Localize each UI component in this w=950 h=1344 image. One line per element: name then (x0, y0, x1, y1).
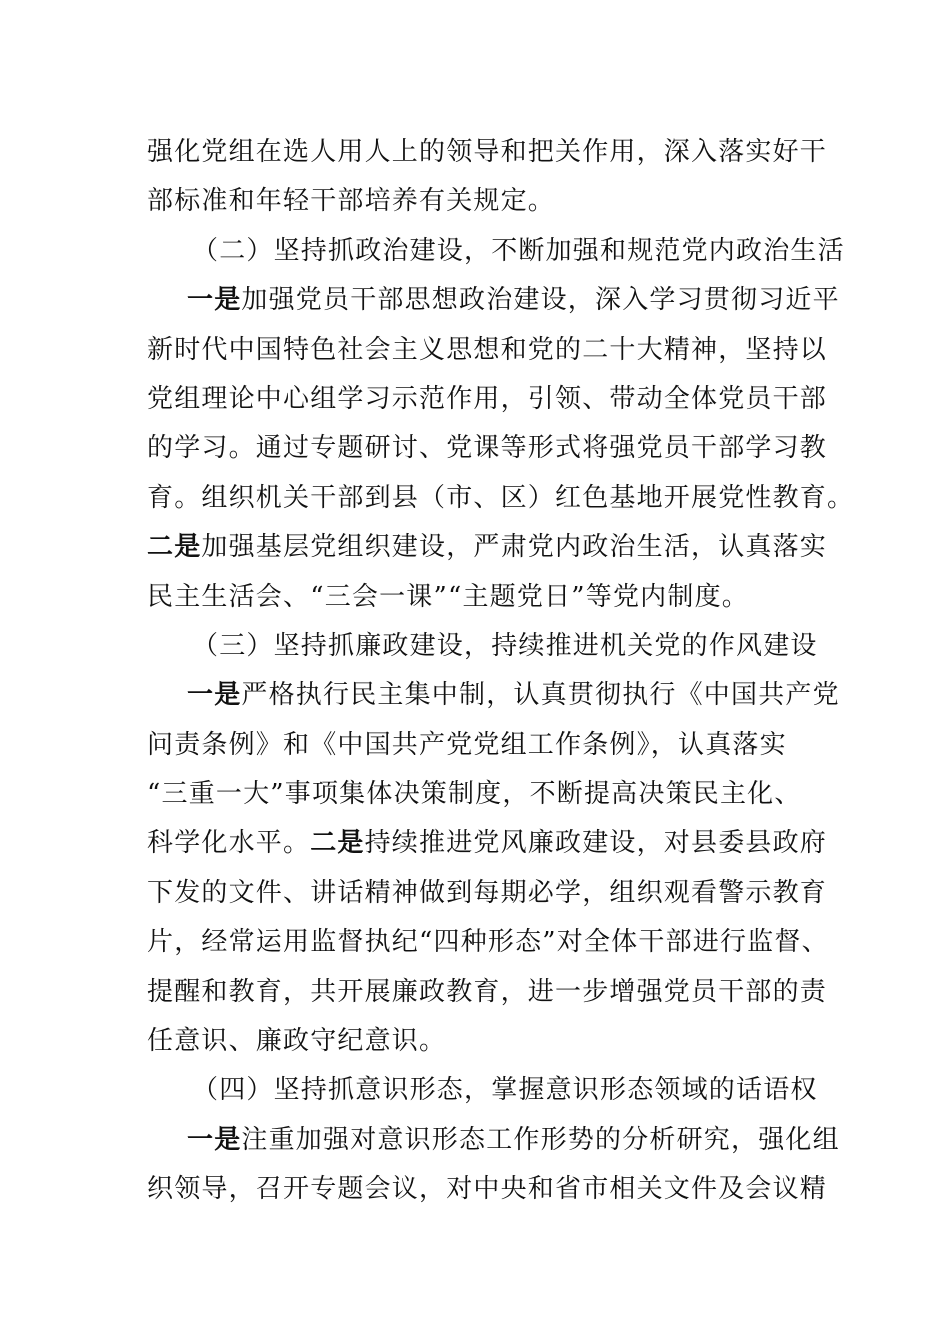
text-line (147, 276, 840, 325)
text-segment: 注重加强对意识形态工作形势的分析研究，强化组 (241, 1124, 840, 1155)
text-segment: 问责条例》和《中国共产党党组工作条例》，认真落实 (147, 729, 787, 760)
text-line (147, 721, 807, 770)
text-segment: 科学化水平。 (147, 828, 311, 859)
text-segment: 任意识、廉政守纪意识。 (147, 1026, 447, 1057)
text-segment: 持续推进党风廉政建设，对县委县政府 (364, 828, 828, 859)
text-segment: 加强基层党组织建设，严肃党内政治生活，认真落实 (201, 532, 828, 563)
text-line (147, 326, 828, 375)
bold-marker: 一是 (187, 285, 242, 316)
text-line (147, 424, 828, 473)
text-segment: 下发的文件、讲话精神做到每期必学，组织观看警示教育 (147, 877, 828, 908)
text-segment: 党组理论中心组学习示范作用，引领、带动全体党员干部 (147, 383, 828, 414)
text-line (147, 128, 828, 177)
text-line (147, 177, 807, 226)
text-line (147, 573, 807, 622)
text-line (147, 523, 828, 572)
section-heading (147, 622, 818, 671)
text-segment: （四）坚持抓意识形态，掌握意识形态领域的话语权 (192, 1075, 818, 1106)
text-line (147, 770, 807, 819)
bold-marker: 一是 (187, 680, 242, 711)
text-segment: 织领导，召开专题会议，对中央和省市相关文件及会议精 (147, 1174, 828, 1205)
text-line (147, 671, 840, 720)
section-heading (147, 227, 845, 276)
text-segment: “三重一大”事项集体决策制度，不断提高决策民主化、 (147, 779, 802, 810)
text-line (147, 968, 828, 1017)
text-line (147, 474, 855, 523)
section-heading (147, 1066, 818, 1115)
text-line (147, 819, 828, 868)
text-segment: 提醒和教育，共开展廉政教育，进一步增强党员干部的责 (147, 976, 828, 1007)
text-segment: （二）坚持抓政治建设，不断加强和规范党内政治生活 (192, 235, 845, 266)
text-segment: 育。组织机关干部到县（市、区）红色基地开展党性教育。 (147, 482, 855, 513)
text-segment: 部标准和年轻干部培养有关规定。 (147, 186, 556, 217)
text-segment: 的学习。通过专题研讨、党课等形式将强党员干部学习教 (147, 433, 828, 464)
text-line (147, 1165, 828, 1214)
text-segment: （三）坚持抓廉政建设，持续推进机关党的作风建设 (192, 630, 818, 661)
text-line (147, 869, 828, 918)
bold-marker: 二是 (310, 828, 365, 859)
text-segment: 加强党员干部思想政治建设，深入学习贯彻习近平 (241, 285, 840, 316)
bold-marker: 二是 (147, 532, 202, 563)
text-segment: 新时代中国特色社会主义思想和党的二十大精神，坚持以 (147, 334, 828, 365)
text-line (147, 918, 829, 967)
text-segment: 民主生活会、“三会一课”“主题党日”等党内制度。 (147, 581, 749, 612)
text-segment: 严格执行民主集中制，认真贯彻执行《中国共产党 (241, 680, 840, 711)
text-segment: 片，经常运用监督执纪“四种形态”对全体干部进行监督、 (147, 927, 829, 958)
text-segment: 强化党组在选人用人上的领导和把关作用，深入落实好干 (147, 137, 828, 167)
text-line (147, 1116, 840, 1165)
bold-marker: 一是 (187, 1124, 242, 1155)
text-line (147, 1017, 807, 1066)
document-page (147, 128, 855, 1215)
text-line (147, 375, 828, 424)
